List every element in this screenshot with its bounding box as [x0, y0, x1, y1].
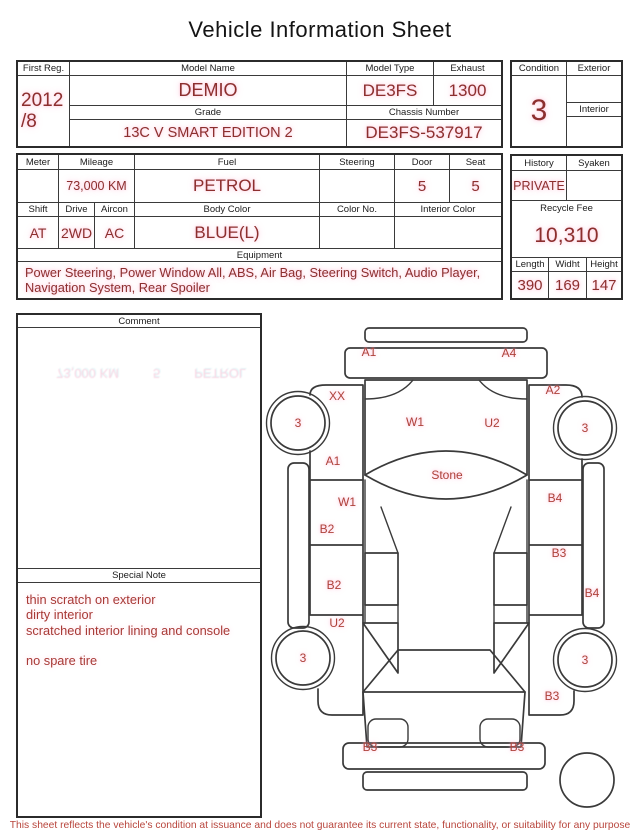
- special-note-line: thin scratch on exterior: [26, 592, 156, 607]
- damage-code-label: 3: [294, 416, 302, 430]
- fuel-value: PETROL: [135, 170, 320, 203]
- left-sill: [288, 463, 309, 628]
- chassis-header: Chassis Number: [347, 106, 501, 120]
- damage-code-label: A1: [361, 345, 377, 359]
- exhaust-header: Exhaust: [434, 62, 501, 76]
- door-header: Door: [395, 155, 450, 170]
- spare-tire-circle: [560, 753, 614, 807]
- meter-value: [18, 170, 59, 203]
- model-name-value: DEMIO: [70, 76, 347, 106]
- right-sill: [583, 463, 604, 628]
- damage-code-label: A2: [545, 383, 561, 397]
- grade-value: 13C V SMART EDITION 2: [70, 120, 347, 146]
- recycle-fee-value: 10,310: [512, 215, 621, 258]
- condition-table: [510, 60, 623, 148]
- interior-color-header: Interior Color: [395, 203, 501, 217]
- exterior-value: [567, 76, 621, 103]
- damage-code-label: B3: [544, 689, 560, 703]
- left-rocker-section: [365, 553, 398, 605]
- damage-code-label: B3: [362, 740, 378, 754]
- aircon-header: Aircon: [95, 203, 135, 217]
- damage-code-label: 3: [299, 651, 307, 665]
- a-pillar-lines: [365, 480, 527, 553]
- meter-header: Meter: [18, 155, 59, 170]
- seat-header: Seat: [450, 155, 501, 170]
- damage-code-label: A1: [325, 454, 341, 468]
- specs-table-top: [16, 60, 503, 148]
- length-value: 390: [512, 272, 549, 298]
- car-outline-drawing: [270, 315, 640, 815]
- special-note-line: scratched interior lining and console: [26, 622, 231, 638]
- comment-panel: [16, 313, 262, 818]
- first-reg-month: /8: [21, 111, 37, 132]
- ghost-text: 5: [152, 366, 161, 381]
- damage-code-label: U2: [484, 416, 500, 430]
- special-note-header: Special Note: [18, 569, 260, 583]
- length-header: Length: [512, 258, 549, 272]
- car-damage-diagram: [270, 315, 640, 815]
- width-header: Widht: [549, 258, 587, 272]
- hood-outline: [365, 380, 527, 475]
- special-note-area: [18, 583, 260, 678]
- page-title: Vehicle Information Sheet: [188, 17, 452, 42]
- model-type-value: DE3FS: [347, 76, 434, 106]
- mileage-header: Mileage: [59, 155, 135, 170]
- damage-code-label: B2: [326, 578, 342, 592]
- damage-code-label: W1: [406, 415, 424, 429]
- condition-value: 3: [512, 76, 567, 146]
- right-doors-quarter: [529, 480, 582, 715]
- interior-color-value: [395, 217, 501, 249]
- right-front-fender: [529, 385, 582, 480]
- b-pillar-lines: [365, 605, 527, 623]
- first-reg-header: First Reg.: [18, 62, 70, 76]
- chassis-value: DE3FS-537917: [365, 123, 483, 142]
- damage-code-label: 3: [581, 653, 589, 667]
- damage-code-label: A4: [501, 346, 517, 360]
- c-pillar-triangles: [363, 623, 529, 673]
- exhaust-value: 1300: [434, 76, 501, 106]
- damage-code-label: B4: [547, 491, 563, 505]
- model-type-header: Model Type: [347, 62, 434, 76]
- ghost-text: 73,000 KM: [56, 366, 119, 381]
- color-no-header: Color No.: [320, 203, 395, 217]
- height-value: 147: [591, 276, 617, 294]
- comment-header: Comment: [18, 315, 260, 328]
- steering-header: Steering: [320, 155, 395, 170]
- disclaimer-text: This sheet reflects the vehicle's condition at issuance and does not guarantee its current state, functionality, or suitability for any purpose: [9, 820, 631, 831]
- first-reg-year: 2012: [21, 89, 64, 111]
- model-name-header: Model Name: [70, 62, 347, 76]
- rear-bumper-lower: [363, 772, 527, 790]
- history-table: [510, 154, 623, 300]
- exterior-header: Exterior: [567, 62, 621, 76]
- damage-code-label: Stone: [431, 468, 463, 482]
- bleed-through-ghost-text: [56, 366, 246, 381]
- history-header: History: [512, 156, 567, 171]
- syaken-header: Syaken: [567, 156, 621, 171]
- equipment-header: Equipment: [18, 249, 501, 262]
- steering-value: [320, 170, 395, 203]
- body-color-value: BLUE(L): [135, 217, 320, 249]
- color-no-value: [320, 217, 395, 249]
- first-reg-value: [18, 76, 70, 146]
- shift-header: Shift: [18, 203, 59, 217]
- damage-code-label: W1: [338, 495, 356, 509]
- height-header: Height: [587, 258, 621, 272]
- damage-code-label: U2: [329, 616, 345, 630]
- recycle-fee-header: Recycle Fee: [540, 202, 593, 214]
- damage-code-label: B3: [551, 546, 567, 560]
- damage-code-label: B3: [509, 740, 525, 754]
- special-note-line: [26, 638, 252, 653]
- interior-header: Interior: [567, 103, 621, 117]
- equipment-value: Power Steering, Power Window All, ABS, Air Bag, Steering Switch, Audio Player, Navigation System, Rear Spoiler: [25, 265, 481, 296]
- ghost-text: PETROL: [193, 366, 246, 381]
- door-value: 5: [395, 170, 450, 203]
- damage-code-label: B4: [584, 586, 600, 600]
- syaken-value: [567, 171, 621, 201]
- specs-table-bottom: [16, 153, 503, 300]
- special-note-line: dirty interior: [26, 607, 93, 623]
- grade-header: Grade: [70, 106, 347, 120]
- right-rocker-section: [494, 553, 527, 605]
- width-value: 169: [549, 272, 587, 298]
- body-color-header: Body Color: [135, 203, 320, 217]
- damage-code-label: 3: [581, 421, 589, 435]
- fuel-header: Fuel: [135, 155, 320, 170]
- headlight-arcs: [365, 380, 527, 399]
- drive-value: 2WD: [59, 217, 95, 249]
- condition-header: Condition: [512, 62, 567, 76]
- drive-header: Drive: [59, 203, 95, 217]
- comment-area: [18, 328, 260, 569]
- seat-value: 5: [450, 170, 501, 203]
- damage-code-label: XX: [328, 389, 346, 403]
- history-value: PRIVATE: [512, 171, 567, 201]
- damage-code-label: B2: [319, 522, 335, 536]
- special-note-line: no spare tire: [26, 653, 98, 669]
- interior-value: [567, 117, 621, 146]
- front-bumper-upper: [365, 328, 527, 342]
- mileage-value: 73,000 KM: [59, 170, 135, 203]
- shift-value: AT: [18, 217, 59, 249]
- aircon-value: AC: [95, 217, 135, 249]
